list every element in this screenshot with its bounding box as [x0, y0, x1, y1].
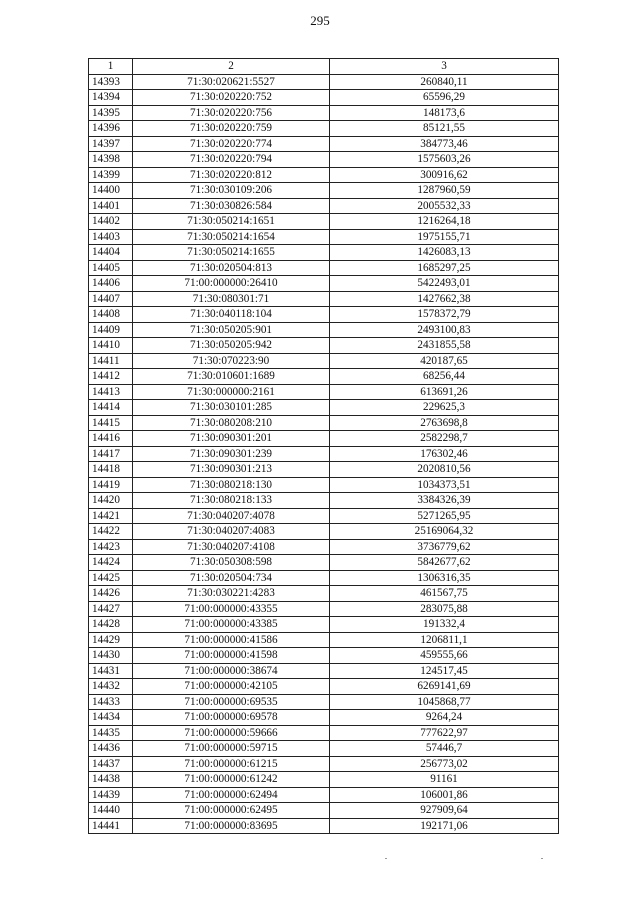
row-index-cell: 14397 — [89, 136, 133, 152]
cadastral-number-cell: 71:30:030221:4283 — [133, 586, 330, 602]
cadastral-number-cell: 71:30:050205:942 — [133, 338, 330, 354]
row-index-cell: 14436 — [89, 741, 133, 757]
value-cell: 1427662,38 — [330, 291, 559, 307]
table-row — [89, 741, 559, 757]
row-index-cell: 14417 — [89, 446, 133, 462]
table-row — [89, 400, 559, 416]
row-index-cell: 14398 — [89, 152, 133, 168]
table-row — [89, 524, 559, 540]
table-row — [89, 539, 559, 555]
value-cell: 384773,46 — [330, 136, 559, 152]
value-cell: 6269141,69 — [330, 679, 559, 695]
row-index-cell: 14407 — [89, 291, 133, 307]
cadastral-number-cell: 71:30:020220:812 — [133, 167, 330, 183]
cadastral-number-cell: 71:30:050214:1655 — [133, 245, 330, 261]
cadastral-number-cell: 71:30:050205:901 — [133, 322, 330, 338]
row-index-cell: 14401 — [89, 198, 133, 214]
table-row — [89, 586, 559, 602]
row-index-cell: 14429 — [89, 632, 133, 648]
row-index-cell: 14416 — [89, 431, 133, 447]
row-index-cell: 14421 — [89, 508, 133, 524]
value-cell: 1426083,13 — [330, 245, 559, 261]
cadastral-number-cell: 71:00:000000:26410 — [133, 276, 330, 292]
row-index-cell: 14408 — [89, 307, 133, 323]
cadastral-number-cell: 71:30:020220:774 — [133, 136, 330, 152]
cadastral-number-cell: 71:00:000000:69535 — [133, 694, 330, 710]
cadastral-number-cell: 71:30:020504:734 — [133, 570, 330, 586]
table-row — [89, 787, 559, 803]
table-row — [89, 322, 559, 338]
value-cell: 777622,97 — [330, 725, 559, 741]
cadastral-number-cell: 71:00:000000:38674 — [133, 663, 330, 679]
value-cell: 2020810,56 — [330, 462, 559, 478]
row-index-cell: 14393 — [89, 74, 133, 90]
row-index-cell: 14410 — [89, 338, 133, 354]
table-row — [89, 183, 559, 199]
cadastral-number-cell: 71:00:000000:42105 — [133, 679, 330, 695]
value-cell: 3736779,62 — [330, 539, 559, 555]
table-row — [89, 369, 559, 385]
scan-speck — [385, 858, 387, 859]
row-index-cell: 14418 — [89, 462, 133, 478]
value-cell: 65596,29 — [330, 90, 559, 106]
row-index-cell: 14399 — [89, 167, 133, 183]
table-row — [89, 508, 559, 524]
value-cell: 176302,46 — [330, 446, 559, 462]
table-row — [89, 493, 559, 509]
table-row — [89, 384, 559, 400]
row-index-cell: 14409 — [89, 322, 133, 338]
value-cell: 1034373,51 — [330, 477, 559, 493]
table-row — [89, 291, 559, 307]
row-index-cell: 14431 — [89, 663, 133, 679]
cadastral-number-cell: 71:30:020504:813 — [133, 260, 330, 276]
row-index-cell: 14413 — [89, 384, 133, 400]
table-row — [89, 276, 559, 292]
table-row — [89, 725, 559, 741]
row-index-cell: 14406 — [89, 276, 133, 292]
row-index-cell: 14412 — [89, 369, 133, 385]
value-cell: 3384326,39 — [330, 493, 559, 509]
table-row — [89, 632, 559, 648]
table-row — [89, 198, 559, 214]
cadastral-number-cell: 71:30:080301:71 — [133, 291, 330, 307]
value-cell: 9264,24 — [330, 710, 559, 726]
row-index-cell: 14411 — [89, 353, 133, 369]
cadastral-number-cell: 71:30:080208:210 — [133, 415, 330, 431]
value-cell: 927909,64 — [330, 803, 559, 819]
row-index-cell: 14428 — [89, 617, 133, 633]
register-table — [88, 58, 559, 834]
table-row — [89, 570, 559, 586]
value-cell: 5271265,95 — [330, 508, 559, 524]
cadastral-number-cell: 71:30:030109:206 — [133, 183, 330, 199]
value-cell: 106001,86 — [330, 787, 559, 803]
table-row — [89, 136, 559, 152]
row-index-cell: 14427 — [89, 601, 133, 617]
cadastral-number-cell: 71:30:040207:4108 — [133, 539, 330, 555]
cadastral-number-cell: 71:30:080218:130 — [133, 477, 330, 493]
row-index-cell: 14400 — [89, 183, 133, 199]
table-row — [89, 307, 559, 323]
value-cell: 191332,4 — [330, 617, 559, 633]
row-index-cell: 14414 — [89, 400, 133, 416]
cadastral-number-cell: 71:00:000000:59666 — [133, 725, 330, 741]
value-cell: 85121,55 — [330, 121, 559, 137]
cadastral-number-cell: 71:30:080218:133 — [133, 493, 330, 509]
cadastral-number-cell: 71:00:000000:41586 — [133, 632, 330, 648]
page-number: 295 — [310, 13, 330, 28]
value-cell: 5422493,01 — [330, 276, 559, 292]
cadastral-number-cell: 71:30:050214:1651 — [133, 214, 330, 230]
row-index-cell: 14424 — [89, 555, 133, 571]
table-row — [89, 260, 559, 276]
cadastral-number-cell: 71:00:000000:62495 — [133, 803, 330, 819]
table-row — [89, 74, 559, 90]
value-cell: 1578372,79 — [330, 307, 559, 323]
cadastral-number-cell: 71:00:000000:83695 — [133, 818, 330, 834]
cadastral-number-cell: 71:30:040118:104 — [133, 307, 330, 323]
value-cell: 1975155,71 — [330, 229, 559, 245]
table-header-row — [89, 59, 559, 75]
cadastral-number-cell: 71:30:030826:584 — [133, 198, 330, 214]
table-row — [89, 694, 559, 710]
row-index-cell: 14415 — [89, 415, 133, 431]
value-cell: 1306316,35 — [330, 570, 559, 586]
row-index-cell: 14430 — [89, 648, 133, 664]
cadastral-number-cell: 71:30:050214:1654 — [133, 229, 330, 245]
cadastral-number-cell: 71:30:090301:239 — [133, 446, 330, 462]
cadastral-number-cell: 71:30:030101:285 — [133, 400, 330, 416]
value-cell: 2493100,83 — [330, 322, 559, 338]
cadastral-number-cell: 71:30:090301:201 — [133, 431, 330, 447]
table-row — [89, 229, 559, 245]
value-cell: 192171,06 — [330, 818, 559, 834]
table-row — [89, 462, 559, 478]
table-row — [89, 152, 559, 168]
table-row — [89, 818, 559, 834]
cadastral-number-cell: 71:30:000000:2161 — [133, 384, 330, 400]
cadastral-number-cell: 71:00:000000:61242 — [133, 772, 330, 788]
value-cell: 1206811,1 — [330, 632, 559, 648]
row-index-cell: 14423 — [89, 539, 133, 555]
table-row — [89, 121, 559, 137]
cadastral-number-cell: 71:00:000000:62494 — [133, 787, 330, 803]
row-index-cell: 14422 — [89, 524, 133, 540]
value-cell: 2763698,8 — [330, 415, 559, 431]
table-row — [89, 710, 559, 726]
table-row — [89, 648, 559, 664]
value-cell: 124517,45 — [330, 663, 559, 679]
table-row — [89, 772, 559, 788]
row-index-cell: 14439 — [89, 787, 133, 803]
cadastral-number-cell: 71:30:040207:4078 — [133, 508, 330, 524]
cadastral-number-cell: 71:00:000000:59715 — [133, 741, 330, 757]
cadastral-number-cell: 71:30:020220:794 — [133, 152, 330, 168]
row-index-cell: 14405 — [89, 260, 133, 276]
value-cell: 1685297,25 — [330, 260, 559, 276]
row-index-cell: 14395 — [89, 105, 133, 121]
table-row — [89, 477, 559, 493]
table-row — [89, 601, 559, 617]
value-cell: 1575603,26 — [330, 152, 559, 168]
value-cell: 2005532,33 — [330, 198, 559, 214]
cadastral-number-cell: 71:30:020621:5527 — [133, 74, 330, 90]
row-index-cell: 14396 — [89, 121, 133, 137]
value-cell: 1287960,59 — [330, 183, 559, 199]
column-header-index: 1 — [89, 59, 133, 75]
row-index-cell: 14419 — [89, 477, 133, 493]
table-row — [89, 446, 559, 462]
row-index-cell: 14434 — [89, 710, 133, 726]
value-cell: 420187,65 — [330, 353, 559, 369]
row-index-cell: 14433 — [89, 694, 133, 710]
value-cell: 68256,44 — [330, 369, 559, 385]
cadastral-number-cell: 71:00:000000:41598 — [133, 648, 330, 664]
row-index-cell: 14441 — [89, 818, 133, 834]
value-cell: 57446,7 — [330, 741, 559, 757]
value-cell: 1045868,77 — [330, 694, 559, 710]
cadastral-number-cell: 71:00:000000:69578 — [133, 710, 330, 726]
table-row — [89, 90, 559, 106]
row-index-cell: 14403 — [89, 229, 133, 245]
value-cell: 461567,75 — [330, 586, 559, 602]
value-cell: 260840,11 — [330, 74, 559, 90]
row-index-cell: 14425 — [89, 570, 133, 586]
value-cell: 148173,6 — [330, 105, 559, 121]
row-index-cell: 14432 — [89, 679, 133, 695]
table-row — [89, 431, 559, 447]
value-cell: 256773,02 — [330, 756, 559, 772]
cadastral-number-cell: 71:00:000000:43355 — [133, 601, 330, 617]
value-cell: 459555,66 — [330, 648, 559, 664]
value-cell: 613691,26 — [330, 384, 559, 400]
row-index-cell: 14440 — [89, 803, 133, 819]
value-cell: 1216264,18 — [330, 214, 559, 230]
table-row — [89, 617, 559, 633]
value-cell: 2431855,58 — [330, 338, 559, 354]
table-body — [89, 74, 559, 834]
row-index-cell: 14404 — [89, 245, 133, 261]
cadastral-number-cell: 71:30:040207:4083 — [133, 524, 330, 540]
table-row — [89, 663, 559, 679]
table-row — [89, 167, 559, 183]
table-row — [89, 415, 559, 431]
cadastral-number-cell: 71:00:000000:61215 — [133, 756, 330, 772]
row-index-cell: 14402 — [89, 214, 133, 230]
cadastral-number-cell: 71:30:070223:90 — [133, 353, 330, 369]
value-cell: 300916,62 — [330, 167, 559, 183]
scan-speck — [541, 858, 543, 859]
cadastral-number-cell: 71:30:020220:752 — [133, 90, 330, 106]
table-row — [89, 803, 559, 819]
table-row — [89, 679, 559, 695]
row-index-cell: 14437 — [89, 756, 133, 772]
cadastral-number-cell: 71:30:090301:213 — [133, 462, 330, 478]
value-cell: 91161 — [330, 772, 559, 788]
value-cell: 5842677,62 — [330, 555, 559, 571]
value-cell: 2582298,7 — [330, 431, 559, 447]
cadastral-number-cell: 71:30:020220:759 — [133, 121, 330, 137]
table-row — [89, 353, 559, 369]
table-row — [89, 555, 559, 571]
table-row — [89, 214, 559, 230]
table-row — [89, 245, 559, 261]
column-header-cadastral-number: 2 — [133, 59, 330, 75]
cadastral-number-cell: 71:30:020220:756 — [133, 105, 330, 121]
cadastral-number-cell: 71:30:050308:598 — [133, 555, 330, 571]
row-index-cell: 14426 — [89, 586, 133, 602]
value-cell: 25169064,32 — [330, 524, 559, 540]
column-header-value: 3 — [330, 59, 559, 75]
row-index-cell: 14438 — [89, 772, 133, 788]
row-index-cell: 14420 — [89, 493, 133, 509]
row-index-cell: 14394 — [89, 90, 133, 106]
table-row — [89, 105, 559, 121]
value-cell: 229625,3 — [330, 400, 559, 416]
table-row — [89, 338, 559, 354]
table-row — [89, 756, 559, 772]
cadastral-number-cell: 71:30:010601:1689 — [133, 369, 330, 385]
row-index-cell: 14435 — [89, 725, 133, 741]
cadastral-number-cell: 71:00:000000:43385 — [133, 617, 330, 633]
value-cell: 283075,88 — [330, 601, 559, 617]
